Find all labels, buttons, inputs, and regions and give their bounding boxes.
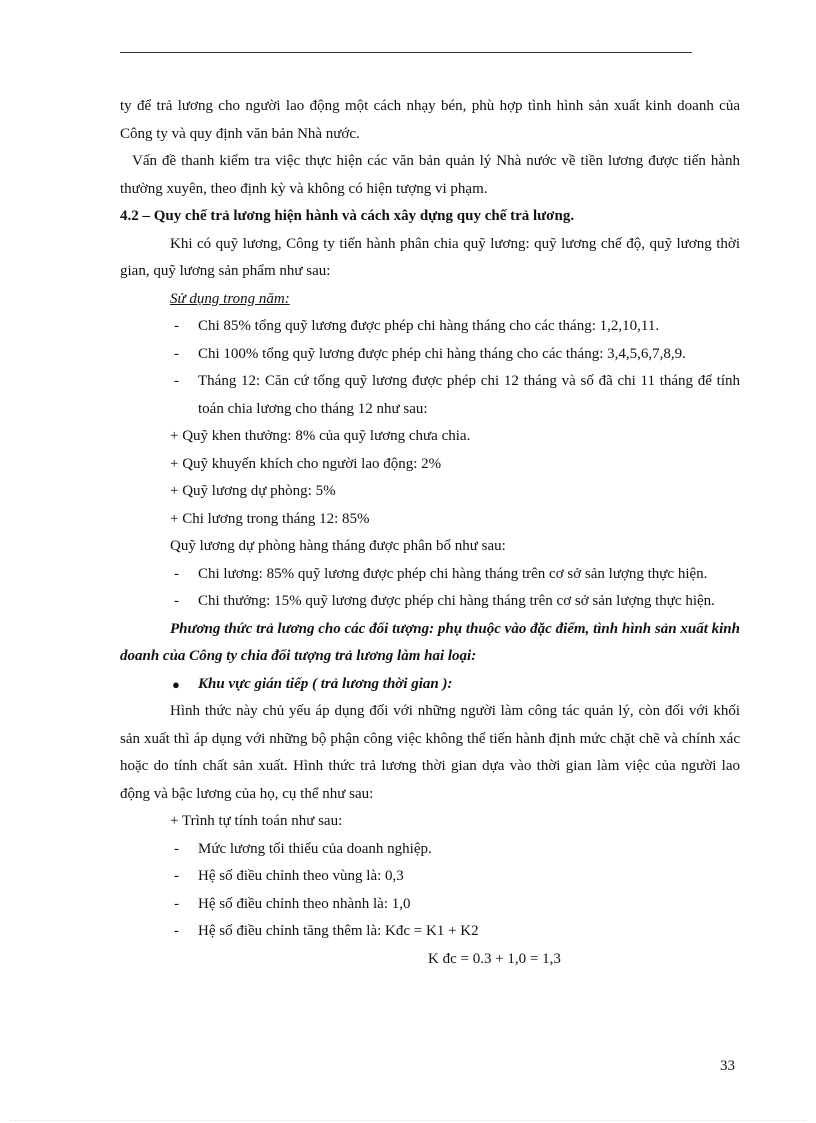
list-item xyxy=(120,891,740,919)
paragraph-salary-fund: Khi có quỹ lương, Công ty tiến hành phân chia quỹ lương: quỹ lương chế độ, quỹ lương thời gian, quỹ lương sản phẩm như sau: xyxy=(120,235,740,279)
dash-marker: - xyxy=(174,318,179,334)
formula: K đc = 0.3 + 1,0 = 1,3 xyxy=(428,950,561,967)
list-item-text: Hệ số điều chỉnh tăng thêm là: Kđc = K1 + K2 xyxy=(198,923,479,939)
header-rule xyxy=(120,52,692,53)
plus-item: + Quỹ khuyến khích cho người lao động: 2% xyxy=(170,455,442,472)
paragraph-payment-method: Phương thức trả lương cho các đối tượng: phụ thuộc vào đặc điểm, tình hình sản xuất kinh doanh của Công ty chia đối tượng trả lương làm hai loại: xyxy=(120,620,740,664)
bullet-item xyxy=(120,671,740,699)
plus-item: + Quỹ khen thưởng: 8% của quỹ lương chưa chia. xyxy=(170,428,471,444)
dash-marker: - xyxy=(174,923,179,939)
plus-item: + Quỹ lương dự phòng: 5% xyxy=(170,483,336,499)
bullet-marker: ● xyxy=(172,676,180,692)
list-item xyxy=(120,341,740,369)
list-item xyxy=(120,836,740,864)
dash-marker: - xyxy=(174,840,179,857)
list-item xyxy=(120,561,740,589)
subheading-use-in-year: Sử dụng trong năm: xyxy=(170,290,290,307)
plus-item: + Trình tự tính toán như sau: xyxy=(170,813,343,829)
list-item-text: Chi 100% tổng quỹ lương được phép chi hàng tháng cho các tháng: 3,4,5,6,7,8,9. xyxy=(198,345,686,362)
list-item-text: Hệ số điều chỉnh theo nhành là: 1,0 xyxy=(198,895,411,912)
list-item-text: Tháng 12: Căn cứ tổng quỹ lương được phép chi 12 tháng và số đã chi 11 tháng để tính toán chia lương cho tháng 12 như sau: xyxy=(198,373,740,417)
section-heading: 4.2 – Quy chế trả lương hiện hành và cách xây dựng quy chế trả lương. xyxy=(120,208,575,224)
page-number: 33 xyxy=(720,1058,735,1074)
list-item xyxy=(120,368,740,423)
paragraph-time-based-pay: Hình thức này chủ yếu áp dụng đối với những người làm công tác quản lý, còn đối với khối sản xuất thì áp dụng với những bộ phận công việc không thể tiến hành định mức chặt chẽ và chính xác hoặc do tính chất sản xuất. Hình thức trả lương thời gian dựa vào thời gian làm việc của người lao động và bậc lương của họ, cụ thể như sau: xyxy=(120,703,740,802)
dash-marker: - xyxy=(174,345,179,362)
list-item xyxy=(120,863,740,891)
list-item-text: Chi lương: 85% quỹ lương được phép chi hàng tháng trên cơ sở sản lượng thực hiện. xyxy=(198,565,708,582)
list-item-text: Mức lương tối thiểu của doanh nghiệp. xyxy=(198,840,432,857)
dash-marker: - xyxy=(174,868,179,884)
list-item xyxy=(120,588,740,616)
paragraph-inspection: Vấn đề thanh kiểm tra việc thực hiện các văn bản quản lý Nhà nước về tiền lương được tiến hành thường xuyên, theo định kỳ và không có hiện tượng vi phạm. xyxy=(120,153,740,197)
paragraph-reserve: Quỹ lương dự phòng hàng tháng được phân bổ như sau: xyxy=(170,538,506,554)
list-item xyxy=(120,313,740,341)
list-item-text: Chi thưởng: 15% quỹ lương được phép chi hàng tháng trên cơ sở sản lượng thực hiện. xyxy=(198,593,715,609)
page-body xyxy=(120,93,740,973)
list-item-text: Hệ số điều chỉnh theo vùng là: 0,3 xyxy=(198,868,404,884)
dash-marker: - xyxy=(174,565,179,582)
dash-marker: - xyxy=(174,895,179,912)
footer-dotted-rule xyxy=(10,1120,806,1121)
paragraph-continuation: ty để trả lương cho người lao động một cách nhạy bén, phù hợp tình hình sản xuất kinh doanh của Công ty và quy định văn bản Nhà nước. xyxy=(120,98,740,142)
bullet-item-text: Khu vực gián tiếp ( trả lương thời gian ): xyxy=(198,675,453,692)
list-item-text: Chi 85% tổng quỹ lương được phép chi hàng tháng cho các tháng: 1,2,10,11. xyxy=(198,318,660,334)
list-item xyxy=(120,918,740,946)
dash-marker: - xyxy=(174,373,179,389)
plus-item: + Chi lương trong tháng 12: 85% xyxy=(170,510,370,527)
dash-marker: - xyxy=(174,593,179,609)
